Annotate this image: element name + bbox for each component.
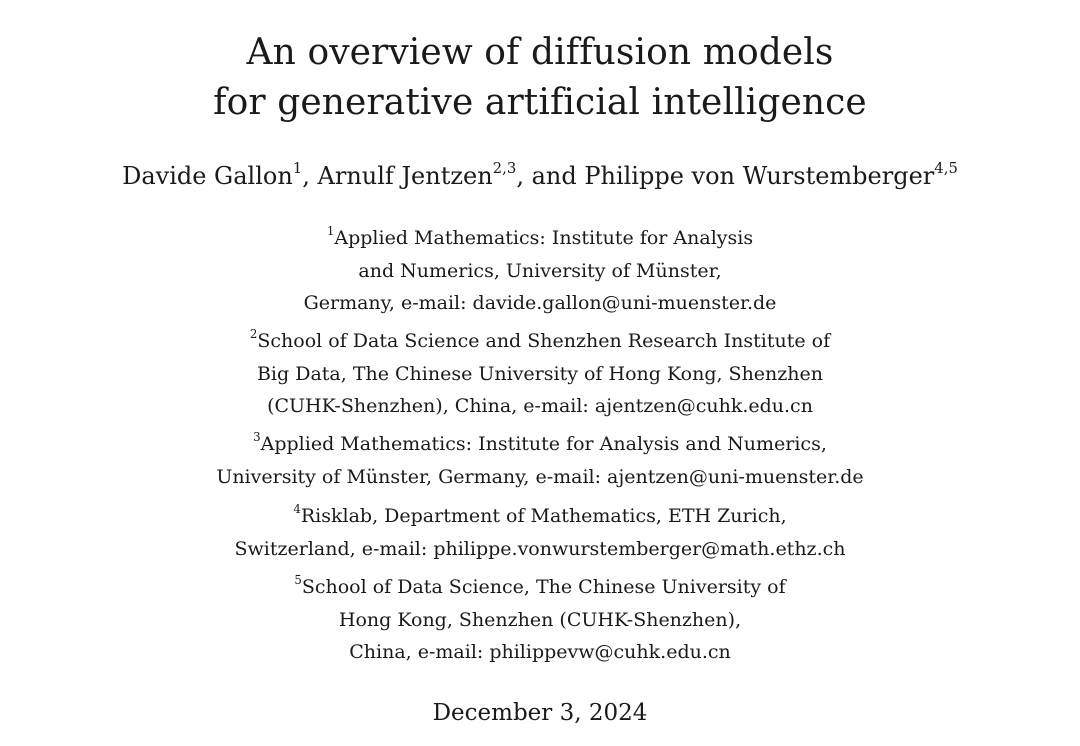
affiliation-line: Germany, e-mail: davide.gallon@uni-muenster.de bbox=[303, 292, 777, 314]
affiliation-line: Risklab, Department of Mathematics, ETH Zurich, bbox=[300, 505, 787, 527]
author-separator: , and bbox=[516, 162, 585, 190]
author-list bbox=[0, 160, 1080, 192]
affiliation-mark: 1 bbox=[326, 223, 335, 238]
affiliation-mark: 3 bbox=[253, 429, 261, 444]
affiliation-line: China, e-mail: philippevw@cuhk.edu.cn bbox=[349, 641, 731, 663]
affiliation-4 bbox=[0, 500, 1080, 565]
affiliation-line: School of Data Science, The Chinese University of bbox=[301, 576, 786, 598]
affiliation-line: (CUHK-Shenzhen), China, e-mail: ajentzen@cuhk.edu.cn bbox=[267, 395, 813, 417]
author-name: Philippe von Wurstemberger bbox=[584, 162, 935, 190]
affiliation-mark: 5 bbox=[294, 572, 302, 587]
author-affiliation-mark: 2,3 bbox=[492, 158, 517, 177]
affiliation-mark: 4 bbox=[293, 501, 301, 516]
author-name: Davide Gallon bbox=[122, 162, 293, 190]
affiliation-1 bbox=[0, 222, 1080, 320]
affiliation-line: Applied Mathematics: Institute for Analysis and Numerics, bbox=[260, 433, 827, 455]
author-separator: , bbox=[302, 162, 318, 190]
affiliation-3 bbox=[0, 428, 1080, 493]
affiliation-line: Big Data, The Chinese University of Hong Kong, Shenzhen bbox=[256, 362, 824, 385]
paper-title-line-1: An overview of diffusion models bbox=[246, 32, 834, 73]
author-name: Arnulf Jentzen bbox=[317, 162, 493, 190]
author-affiliation-mark: 4,5 bbox=[934, 158, 958, 177]
paper-title bbox=[0, 28, 1080, 128]
affiliation-line: Applied Mathematics: Institute for Analysis bbox=[334, 227, 754, 249]
affiliation-line: Switzerland, e-mail: philippe.vonwurstemberger@math.ethz.ch bbox=[234, 537, 846, 560]
publication-date: December 3, 2024 bbox=[432, 700, 648, 726]
affiliation-5 bbox=[0, 571, 1080, 669]
affiliation-line: and Numerics, University of Münster, bbox=[358, 259, 722, 282]
paper-title-line-2: for generative artificial intelligence bbox=[213, 82, 867, 123]
affiliation-line: School of Data Science and Shenzhen Research Institute of bbox=[257, 330, 831, 352]
author-affiliation-mark: 1 bbox=[292, 158, 303, 177]
affiliation-line: Hong Kong, Shenzhen (CUHK-Shenzhen), bbox=[338, 608, 742, 631]
affiliation-mark: 2 bbox=[249, 326, 258, 341]
affiliation-line: University of Münster, Germany, e-mail: ajentzen@uni-muenster.de bbox=[216, 465, 864, 488]
affiliation-2 bbox=[0, 325, 1080, 423]
